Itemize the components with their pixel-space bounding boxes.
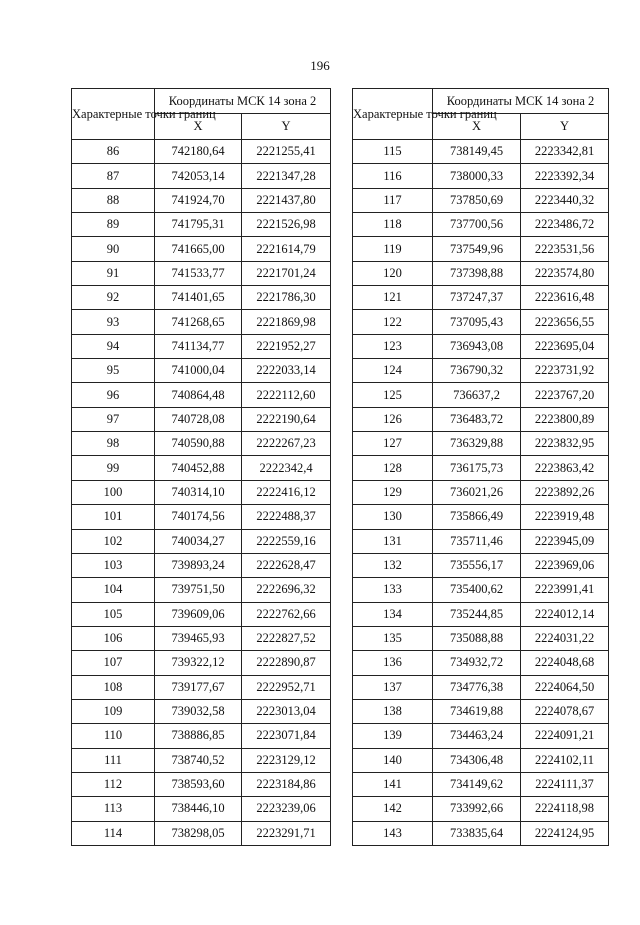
x-coordinate-cell: 741000,04 [155, 359, 242, 383]
y-coordinate-cell: 2222033,14 [242, 359, 331, 383]
x-coordinate-cell: 734306,48 [433, 748, 521, 772]
x-coordinate-cell: 738298,05 [155, 821, 242, 845]
y-coordinate-cell: 2223486,72 [521, 213, 609, 237]
x-coordinate-cell: 734463,24 [433, 724, 521, 748]
table-row [353, 407, 609, 431]
point-number-cell: 136 [353, 651, 433, 675]
y-coordinate-cell: 2223767,20 [521, 383, 609, 407]
point-number-cell: 104 [72, 578, 155, 602]
table-row [72, 310, 331, 334]
point-number-cell: 141 [353, 772, 433, 796]
x-coordinate-cell: 741795,31 [155, 213, 242, 237]
table-row [353, 797, 609, 821]
y-coordinate-cell: 2224111,37 [521, 772, 609, 796]
table-row [353, 140, 609, 164]
table-row [353, 651, 609, 675]
table-row [72, 675, 331, 699]
x-coordinate-cell: 736329,88 [433, 432, 521, 456]
y-coordinate-cell: 2224048,68 [521, 651, 609, 675]
point-number-cell: 142 [353, 797, 433, 821]
table-row [72, 334, 331, 358]
y-coordinate-cell: 2224102,11 [521, 748, 609, 772]
point-number-cell: 129 [353, 480, 433, 504]
x-coordinate-cell: 737850,69 [433, 188, 521, 212]
x-coordinate-cell: 739177,67 [155, 675, 242, 699]
x-coordinate-cell: 736021,26 [433, 480, 521, 504]
y-coordinate-cell: 2224078,67 [521, 699, 609, 723]
point-number-cell: 91 [72, 261, 155, 285]
y-coordinate-cell: 2222827,52 [242, 626, 331, 650]
point-number-cell: 139 [353, 724, 433, 748]
point-number-cell: 103 [72, 553, 155, 577]
point-number-cell: 99 [72, 456, 155, 480]
y-coordinate-cell: 2223071,84 [242, 724, 331, 748]
point-number-cell: 95 [72, 359, 155, 383]
x-column-header: X [155, 114, 242, 140]
table-row [353, 237, 609, 261]
y-coordinate-cell: 2223013,04 [242, 699, 331, 723]
x-coordinate-cell: 740452,88 [155, 456, 242, 480]
table-row [72, 699, 331, 723]
point-number-cell: 131 [353, 529, 433, 553]
point-number-cell: 128 [353, 456, 433, 480]
point-number-cell: 113 [72, 797, 155, 821]
table-row [72, 432, 331, 456]
y-coordinate-cell: 2223291,71 [242, 821, 331, 845]
x-coordinate-cell: 740728,08 [155, 407, 242, 431]
point-number-cell: 137 [353, 675, 433, 699]
point-number-cell: 101 [72, 505, 155, 529]
point-number-cell: 111 [72, 748, 155, 772]
table-row [72, 237, 331, 261]
table-row [72, 724, 331, 748]
y-coordinate-cell: 2223239,06 [242, 797, 331, 821]
point-number-cell: 117 [353, 188, 433, 212]
table-row [72, 286, 331, 310]
x-coordinate-cell: 736943,08 [433, 334, 521, 358]
x-coordinate-cell: 734149,62 [433, 772, 521, 796]
point-number-cell: 88 [72, 188, 155, 212]
x-coordinate-cell: 736483,72 [433, 407, 521, 431]
x-coordinate-cell: 740034,27 [155, 529, 242, 553]
table-row [353, 602, 609, 626]
table-row [72, 602, 331, 626]
table-row [72, 529, 331, 553]
point-number-cell: 134 [353, 602, 433, 626]
x-coordinate-cell: 735866,49 [433, 505, 521, 529]
point-number-cell: 93 [72, 310, 155, 334]
x-coordinate-cell: 741134,77 [155, 334, 242, 358]
point-number-cell: 140 [353, 748, 433, 772]
table-row [72, 772, 331, 796]
x-coordinate-cell: 738886,85 [155, 724, 242, 748]
x-coordinate-cell: 738446,10 [155, 797, 242, 821]
coords-group-header: Координаты МСК 14 зона 2 [433, 89, 609, 114]
y-coordinate-cell: 2224064,50 [521, 675, 609, 699]
table-row [353, 383, 609, 407]
table-row [353, 456, 609, 480]
point-number-cell: 143 [353, 821, 433, 845]
point-number-cell: 120 [353, 261, 433, 285]
x-coordinate-cell: 737095,43 [433, 310, 521, 334]
x-coordinate-cell: 735711,46 [433, 529, 521, 553]
y-coordinate-cell: 2223969,06 [521, 553, 609, 577]
x-coordinate-cell: 734619,88 [433, 699, 521, 723]
y-coordinate-cell: 2224118,98 [521, 797, 609, 821]
y-coordinate-cell: 2224012,14 [521, 602, 609, 626]
table-row [353, 699, 609, 723]
point-number-cell: 108 [72, 675, 155, 699]
x-coordinate-cell: 735244,85 [433, 602, 521, 626]
x-coordinate-cell: 737247,37 [433, 286, 521, 310]
point-number-cell: 86 [72, 140, 155, 164]
table-row [72, 797, 331, 821]
y-coordinate-cell: 2223695,04 [521, 334, 609, 358]
x-coordinate-cell: 738593,60 [155, 772, 242, 796]
table-row [353, 505, 609, 529]
x-coordinate-cell: 739609,06 [155, 602, 242, 626]
x-coordinate-cell: 739032,58 [155, 699, 242, 723]
y-coordinate-cell: 2222890,87 [242, 651, 331, 675]
table-row [353, 213, 609, 237]
x-coordinate-cell: 742180,64 [155, 140, 242, 164]
y-coordinate-cell: 2224124,95 [521, 821, 609, 845]
table-row [353, 748, 609, 772]
y-coordinate-cell: 2223342,81 [521, 140, 609, 164]
table-row [72, 359, 331, 383]
point-number-cell: 122 [353, 310, 433, 334]
y-coordinate-cell: 2221701,24 [242, 261, 331, 285]
x-coordinate-cell: 739893,24 [155, 553, 242, 577]
y-coordinate-cell: 2222342,4 [242, 456, 331, 480]
table-row [353, 480, 609, 504]
y-coordinate-cell: 2222559,16 [242, 529, 331, 553]
point-number-cell: 138 [353, 699, 433, 723]
point-number-cell: 121 [353, 286, 433, 310]
point-number-cell: 124 [353, 359, 433, 383]
y-coordinate-cell: 2223945,09 [521, 529, 609, 553]
table-header-row [353, 89, 609, 114]
point-number-cell: 115 [353, 140, 433, 164]
y-coordinate-cell: 2223184,86 [242, 772, 331, 796]
point-number-cell: 116 [353, 164, 433, 188]
point-number-cell: 135 [353, 626, 433, 650]
point-number-cell: 118 [353, 213, 433, 237]
x-coordinate-cell: 736790,32 [433, 359, 521, 383]
point-number-cell: 92 [72, 286, 155, 310]
table-row [72, 748, 331, 772]
y-coordinate-cell: 2222696,32 [242, 578, 331, 602]
point-number-cell: 89 [72, 213, 155, 237]
table-row [353, 529, 609, 553]
coordinates-table-left [71, 88, 331, 846]
x-coordinate-cell: 741268,65 [155, 310, 242, 334]
table-row [353, 310, 609, 334]
x-coordinate-cell: 735088,88 [433, 626, 521, 650]
y-coordinate-cell: 2223392,34 [521, 164, 609, 188]
table-row [72, 651, 331, 675]
x-coordinate-cell: 734776,38 [433, 675, 521, 699]
points-column-header: Характерные точки границ [72, 89, 155, 140]
table-header-row [72, 89, 331, 114]
y-coordinate-cell: 2222762,66 [242, 602, 331, 626]
table-row [72, 456, 331, 480]
x-coordinate-cell: 739465,93 [155, 626, 242, 650]
x-coordinate-cell: 736175,73 [433, 456, 521, 480]
table-row [72, 578, 331, 602]
point-number-cell: 87 [72, 164, 155, 188]
y-column-header: Y [242, 114, 331, 140]
table-row [72, 140, 331, 164]
table-row [353, 724, 609, 748]
y-coordinate-cell: 2223919,48 [521, 505, 609, 529]
table-row [72, 407, 331, 431]
point-number-cell: 96 [72, 383, 155, 407]
x-coordinate-cell: 740864,48 [155, 383, 242, 407]
x-coordinate-cell: 736637,2 [433, 383, 521, 407]
y-coordinate-cell: 2223991,41 [521, 578, 609, 602]
x-coordinate-cell: 738000,33 [433, 164, 521, 188]
x-coordinate-cell: 741924,70 [155, 188, 242, 212]
y-coordinate-cell: 2223832,95 [521, 432, 609, 456]
point-number-cell: 112 [72, 772, 155, 796]
point-number-cell: 94 [72, 334, 155, 358]
point-number-cell: 119 [353, 237, 433, 261]
table-row [353, 553, 609, 577]
table-body [353, 140, 609, 846]
point-number-cell: 126 [353, 407, 433, 431]
table-row [72, 626, 331, 650]
point-number-cell: 114 [72, 821, 155, 845]
y-column-header: Y [521, 114, 609, 140]
table-row [72, 505, 331, 529]
point-number-cell: 123 [353, 334, 433, 358]
x-coordinate-cell: 738149,45 [433, 140, 521, 164]
y-coordinate-cell: 2223616,48 [521, 286, 609, 310]
y-coordinate-cell: 2223129,12 [242, 748, 331, 772]
y-coordinate-cell: 2223574,80 [521, 261, 609, 285]
table-row [72, 261, 331, 285]
y-coordinate-cell: 2223731,92 [521, 359, 609, 383]
point-number-cell: 90 [72, 237, 155, 261]
x-coordinate-cell: 735400,62 [433, 578, 521, 602]
y-coordinate-cell: 2223892,26 [521, 480, 609, 504]
y-coordinate-cell: 2221347,28 [242, 164, 331, 188]
table-row [72, 164, 331, 188]
x-coordinate-cell: 740314,10 [155, 480, 242, 504]
table-row [353, 578, 609, 602]
x-coordinate-cell: 740174,56 [155, 505, 242, 529]
x-coordinate-cell: 739322,12 [155, 651, 242, 675]
x-coordinate-cell: 737700,56 [433, 213, 521, 237]
point-number-cell: 110 [72, 724, 155, 748]
table-row [353, 164, 609, 188]
y-coordinate-cell: 2223863,42 [521, 456, 609, 480]
table-row [353, 359, 609, 383]
y-coordinate-cell: 2224031,22 [521, 626, 609, 650]
table-row [353, 286, 609, 310]
table-row [353, 821, 609, 845]
y-coordinate-cell: 2222112,60 [242, 383, 331, 407]
point-number-cell: 105 [72, 602, 155, 626]
y-coordinate-cell: 2221786,30 [242, 286, 331, 310]
y-coordinate-cell: 2221952,27 [242, 334, 331, 358]
table-row [353, 626, 609, 650]
y-coordinate-cell: 2223800,89 [521, 407, 609, 431]
y-coordinate-cell: 2224091,21 [521, 724, 609, 748]
table-body [72, 140, 331, 846]
coordinates-table-right [352, 88, 609, 846]
y-coordinate-cell: 2222952,71 [242, 675, 331, 699]
point-number-cell: 100 [72, 480, 155, 504]
y-coordinate-cell: 2223531,56 [521, 237, 609, 261]
x-coordinate-cell: 735556,17 [433, 553, 521, 577]
table-row [353, 772, 609, 796]
x-coordinate-cell: 733835,64 [433, 821, 521, 845]
y-coordinate-cell: 2221614,79 [242, 237, 331, 261]
point-number-cell: 97 [72, 407, 155, 431]
y-coordinate-cell: 2221526,98 [242, 213, 331, 237]
point-number-cell: 130 [353, 505, 433, 529]
y-coordinate-cell: 2221255,41 [242, 140, 331, 164]
point-number-cell: 109 [72, 699, 155, 723]
x-coordinate-cell: 741665,00 [155, 237, 242, 261]
point-number-cell: 102 [72, 529, 155, 553]
table-row [72, 188, 331, 212]
point-number-cell: 127 [353, 432, 433, 456]
x-coordinate-cell: 741533,77 [155, 261, 242, 285]
x-coordinate-cell: 740590,88 [155, 432, 242, 456]
x-coordinate-cell: 741401,65 [155, 286, 242, 310]
point-number-cell: 107 [72, 651, 155, 675]
table-row [353, 261, 609, 285]
y-coordinate-cell: 2223440,32 [521, 188, 609, 212]
table-row [72, 480, 331, 504]
coords-group-header: Координаты МСК 14 зона 2 [155, 89, 331, 114]
table-row [353, 432, 609, 456]
x-coordinate-cell: 737549,96 [433, 237, 521, 261]
x-coordinate-cell: 738740,52 [155, 748, 242, 772]
y-coordinate-cell: 2221437,80 [242, 188, 331, 212]
y-coordinate-cell: 2221869,98 [242, 310, 331, 334]
x-coordinate-cell: 737398,88 [433, 261, 521, 285]
x-column-header: X [433, 114, 521, 140]
table-row [353, 675, 609, 699]
table-row [72, 383, 331, 407]
y-coordinate-cell: 2222628,47 [242, 553, 331, 577]
table-row [72, 213, 331, 237]
y-coordinate-cell: 2222416,12 [242, 480, 331, 504]
point-number-cell: 125 [353, 383, 433, 407]
table-row [72, 553, 331, 577]
y-coordinate-cell: 2222267,23 [242, 432, 331, 456]
point-number-cell: 98 [72, 432, 155, 456]
x-coordinate-cell: 739751,50 [155, 578, 242, 602]
table-row [72, 821, 331, 845]
y-coordinate-cell: 2223656,55 [521, 310, 609, 334]
y-coordinate-cell: 2222488,37 [242, 505, 331, 529]
x-coordinate-cell: 734932,72 [433, 651, 521, 675]
point-number-cell: 132 [353, 553, 433, 577]
point-number-cell: 133 [353, 578, 433, 602]
x-coordinate-cell: 742053,14 [155, 164, 242, 188]
table-row [353, 188, 609, 212]
points-column-header: Характерные точки границ [353, 89, 433, 140]
point-number-cell: 106 [72, 626, 155, 650]
table-row [353, 334, 609, 358]
page-number: 196 [310, 58, 330, 73]
x-coordinate-cell: 733992,66 [433, 797, 521, 821]
y-coordinate-cell: 2222190,64 [242, 407, 331, 431]
